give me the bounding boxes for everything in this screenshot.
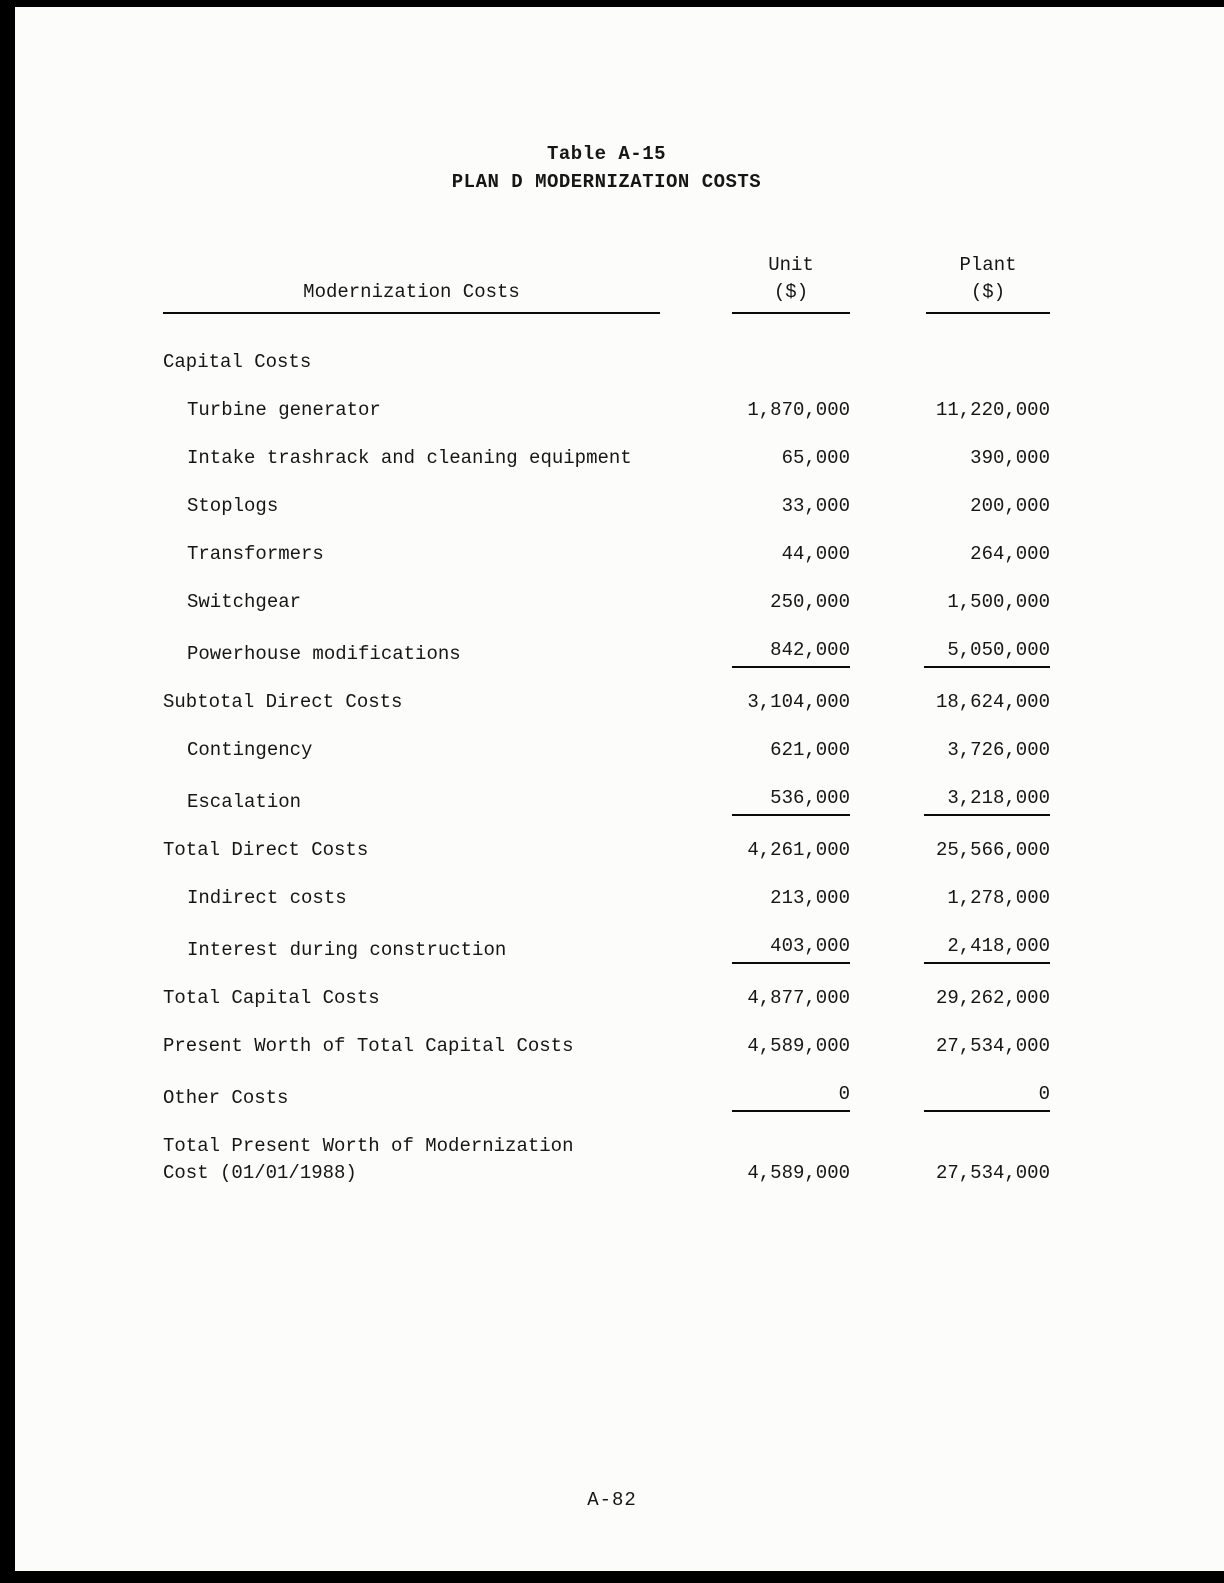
- row-label: Contingency: [187, 739, 313, 761]
- row-label-line2: Cost (01/01/1988): [163, 1162, 357, 1184]
- table-row: [163, 689, 1050, 716]
- plant-value: 2,418,000: [850, 933, 1050, 964]
- row-label: Total Present Worth of Modernization: [163, 1135, 574, 1157]
- row-label-cell: [163, 1085, 660, 1112]
- table-title-line1: Table A-15: [546, 143, 667, 165]
- unit-value: 403,000: [660, 933, 850, 964]
- unit-value: 536,000: [660, 785, 850, 816]
- unit-value: 0: [660, 1081, 850, 1112]
- unit-value: 4,261,000: [747, 839, 850, 861]
- table-row: [163, 397, 1050, 424]
- row-label-cell: [163, 789, 660, 816]
- table-row: [163, 340, 1050, 376]
- plant-value: 11,220,000: [935, 399, 1050, 421]
- plant-value: 5,050,000: [850, 637, 1050, 668]
- plant-value: 29,262,000: [935, 987, 1050, 1009]
- row-label: Intake trashrack and cleaning equipment: [187, 447, 632, 469]
- unit-value: 65,000: [781, 447, 850, 469]
- row-label-cell: [163, 937, 660, 964]
- unit-value: 213,000: [770, 887, 850, 909]
- plant-value: 1,278,000: [947, 887, 1050, 909]
- unit-value: 3,104,000: [747, 691, 850, 713]
- table-row: [163, 493, 1050, 520]
- row-label: Transformers: [187, 543, 324, 565]
- table-row: [163, 933, 1050, 964]
- scan-edge-bottom: [0, 1571, 1224, 1583]
- plant-value: 27,534,000: [935, 1035, 1050, 1057]
- row-label: Total Direct Costs: [163, 839, 369, 861]
- row-label: Subtotal Direct Costs: [163, 691, 403, 713]
- row-label-cell: [163, 1133, 660, 1187]
- table-row: [163, 1033, 1050, 1060]
- plant-value: 3,726,000: [947, 739, 1050, 761]
- scan-edge-left: [0, 0, 15, 1583]
- unit-value: 621,000: [770, 739, 850, 761]
- row-label-cell: [163, 641, 660, 668]
- plant-value: 18,624,000: [935, 691, 1050, 713]
- table-row: [163, 785, 1050, 816]
- row-label: Indirect costs: [187, 887, 347, 909]
- row-label: Capital Costs: [163, 351, 312, 373]
- label-column-header: Modernization Costs: [163, 279, 660, 314]
- row-label-cell: [163, 885, 660, 912]
- row-label-cell: [163, 445, 660, 472]
- table-row: [163, 885, 1050, 912]
- row-label: Escalation: [187, 791, 302, 813]
- row-label: Powerhouse modifications: [187, 643, 461, 665]
- row-label-cell: [163, 737, 660, 764]
- plant-value: 390,000: [970, 447, 1050, 469]
- plant-value: 25,566,000: [935, 839, 1050, 861]
- page-number: A-82: [587, 1489, 637, 1511]
- unit-value: 1,870,000: [747, 399, 850, 421]
- unit-value: 842,000: [660, 637, 850, 668]
- unit-value: 4,877,000: [747, 987, 850, 1009]
- row-label: Interest during construction: [187, 939, 507, 961]
- row-label-cell: [163, 689, 660, 716]
- unit-header-sub: ($): [732, 279, 850, 314]
- unit-header-title: Unit: [768, 254, 814, 276]
- table-row: [163, 737, 1050, 764]
- row-label-cell: [163, 1033, 660, 1060]
- plant-header-title: Plant: [959, 254, 1017, 276]
- plant-column-header: [850, 252, 1050, 314]
- table-title: [163, 140, 1050, 196]
- row-label: Total Capital Costs: [163, 987, 380, 1009]
- unit-value: [660, 340, 850, 376]
- plant-value: 3,218,000: [850, 785, 1050, 816]
- page-content: [163, 0, 1050, 1208]
- plant-value: 264,000: [970, 543, 1050, 565]
- plant-value: 27,534,000: [935, 1162, 1050, 1184]
- table-row: [163, 445, 1050, 472]
- table-row: [163, 837, 1050, 864]
- row-label-cell: [163, 589, 660, 616]
- row-label-cell: [163, 541, 660, 568]
- row-label: Present Worth of Total Capital Costs: [163, 1035, 574, 1057]
- unit-value: 4,589,000: [747, 1035, 850, 1057]
- unit-value: 4,589,000: [747, 1162, 850, 1184]
- row-label: Other Costs: [163, 1087, 289, 1109]
- plant-value: 1,500,000: [947, 591, 1050, 613]
- row-label-cell: [163, 493, 660, 520]
- table-row: [163, 541, 1050, 568]
- plant-header-sub: ($): [926, 279, 1050, 314]
- row-label-cell: [163, 349, 660, 376]
- table-row: [163, 985, 1050, 1012]
- unit-value: 44,000: [781, 543, 850, 565]
- unit-column-header: [660, 252, 850, 314]
- table-header-row: [163, 252, 1050, 314]
- table-row: [163, 637, 1050, 668]
- table-row: [163, 1081, 1050, 1112]
- row-label-cell: [163, 985, 660, 1012]
- row-label: Stoplogs: [187, 495, 279, 517]
- unit-value: 33,000: [781, 495, 850, 517]
- table-rows: [163, 340, 1050, 1187]
- table-row: [163, 1133, 1050, 1187]
- table-title-line2: PLAN D MODERNIZATION COSTS: [451, 171, 762, 193]
- plant-value: 200,000: [970, 495, 1050, 517]
- row-label-cell: [163, 397, 660, 424]
- table-row: [163, 589, 1050, 616]
- row-label-cell: [163, 837, 660, 864]
- plant-value: 0: [850, 1081, 1050, 1112]
- plant-value: [850, 340, 1050, 376]
- row-label: Turbine generator: [187, 399, 381, 421]
- unit-value: 250,000: [770, 591, 850, 613]
- row-label: Switchgear: [187, 591, 302, 613]
